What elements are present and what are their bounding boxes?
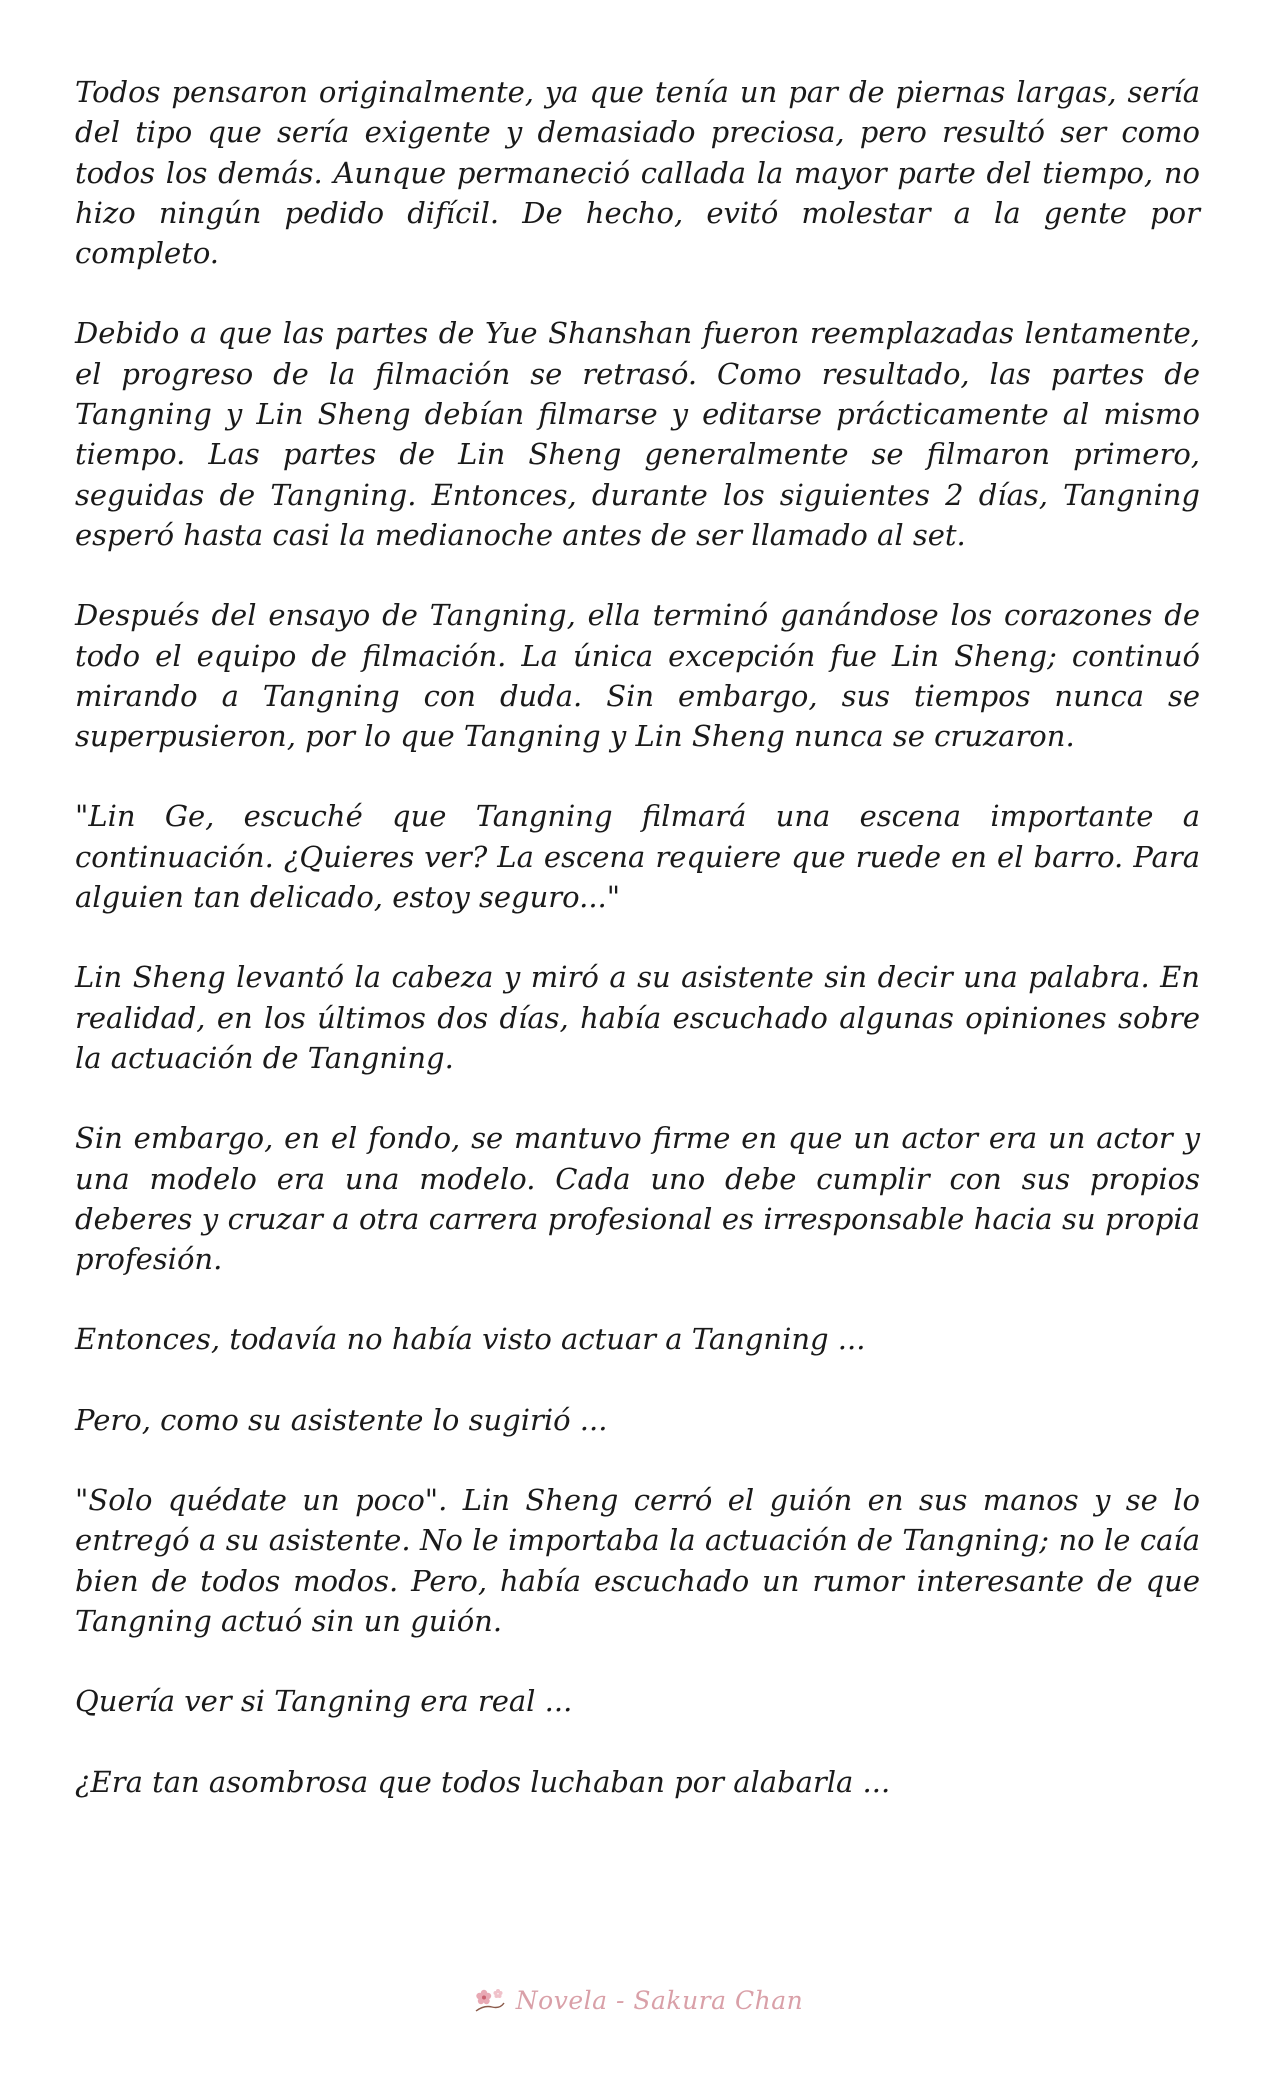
paragraph-1: Todos pensaron originalmente, ya que tenía un par de piernas largas, sería del tipo que sería exigente y demasiado preciosa, pero resultó ser como todos los demás. Aunque permaneció callada la mayor parte del tiempo, no hizo ningún pedido difícil. De hecho, evitó molestar a la gente por completo. xyxy=(75,75,1200,271)
footer-watermark xyxy=(0,1985,1275,2020)
cherry-blossom-icon xyxy=(472,1985,508,2015)
paragraph-8: Pero, como su asistente lo sugirió ... xyxy=(75,1402,608,1437)
paragraph-4: "Lin Ge, escuché que Tangning filmará una escena importante a continuación. ¿Quieres ver? La escena requiere que ruede en el barro. Para alguien tan delicado, estoy seguro..." xyxy=(75,799,1200,915)
paragraph-5: Lin Sheng levantó la cabeza y miró a su asistente sin decir una palabra. En realidad, en los últimos dos días, había escuchado algunas opiniones sobre la actuación de Tangning. xyxy=(75,960,1200,1075)
paragraph-11: ¿Era tan asombrosa que todos luchaban por alabarla ... xyxy=(75,1764,891,1799)
paragraph-6: Sin embargo, en el fondo, se mantuvo firme en que un actor era un actor y una modelo era una modelo. Cada uno debe cumplir con sus propios deberes y cruzar a otra carrera profesional es irresponsable hacia su propia profesión. xyxy=(75,1121,1200,1277)
paragraph-3: Después del ensayo de Tangning, ella terminó ganándose los corazones de todo el equipo de filmación. La única excepción fue Lin Sheng; continuó mirando a Tangning con duda. Sin embargo, sus tiempos nunca se superpusieron, por lo que Tangning y Lin Sheng nunca se cruzaron. xyxy=(75,598,1200,754)
footer-label: Novela - Sakura Chan xyxy=(515,1985,804,2015)
paragraph-2: Debido a que las partes de Yue Shanshan fueron reemplazadas lentamente, el progreso de la filmación se retrasó. Como resultado, las partes de Tangning y Lin Sheng debían filmarse y editarse prácticamente al mismo tiempo. Las partes de Lin Sheng generalmente se filmaron primero, seguidas de Tangning. Entonces, durante los siguientes 2 días, Tangning esperó hasta casi la medianoche antes de ser llamado al set. xyxy=(75,316,1200,552)
paragraph-9: "Solo quédate un poco". Lin Sheng cerró el guión en sus manos y se lo entregó a su asistente. No le importaba la actuación de Tangning; no le caía bien de todos modos. Pero, había escuchado un rumor interesante de que Tangning actuó sin un guión. xyxy=(75,1483,1200,1638)
paragraph-10: Quería ver si Tangning era real ... xyxy=(75,1684,573,1719)
paragraph-7: Entonces, todavía no había visto actuar a Tangning ... xyxy=(75,1322,866,1357)
document-text xyxy=(75,72,1200,1842)
